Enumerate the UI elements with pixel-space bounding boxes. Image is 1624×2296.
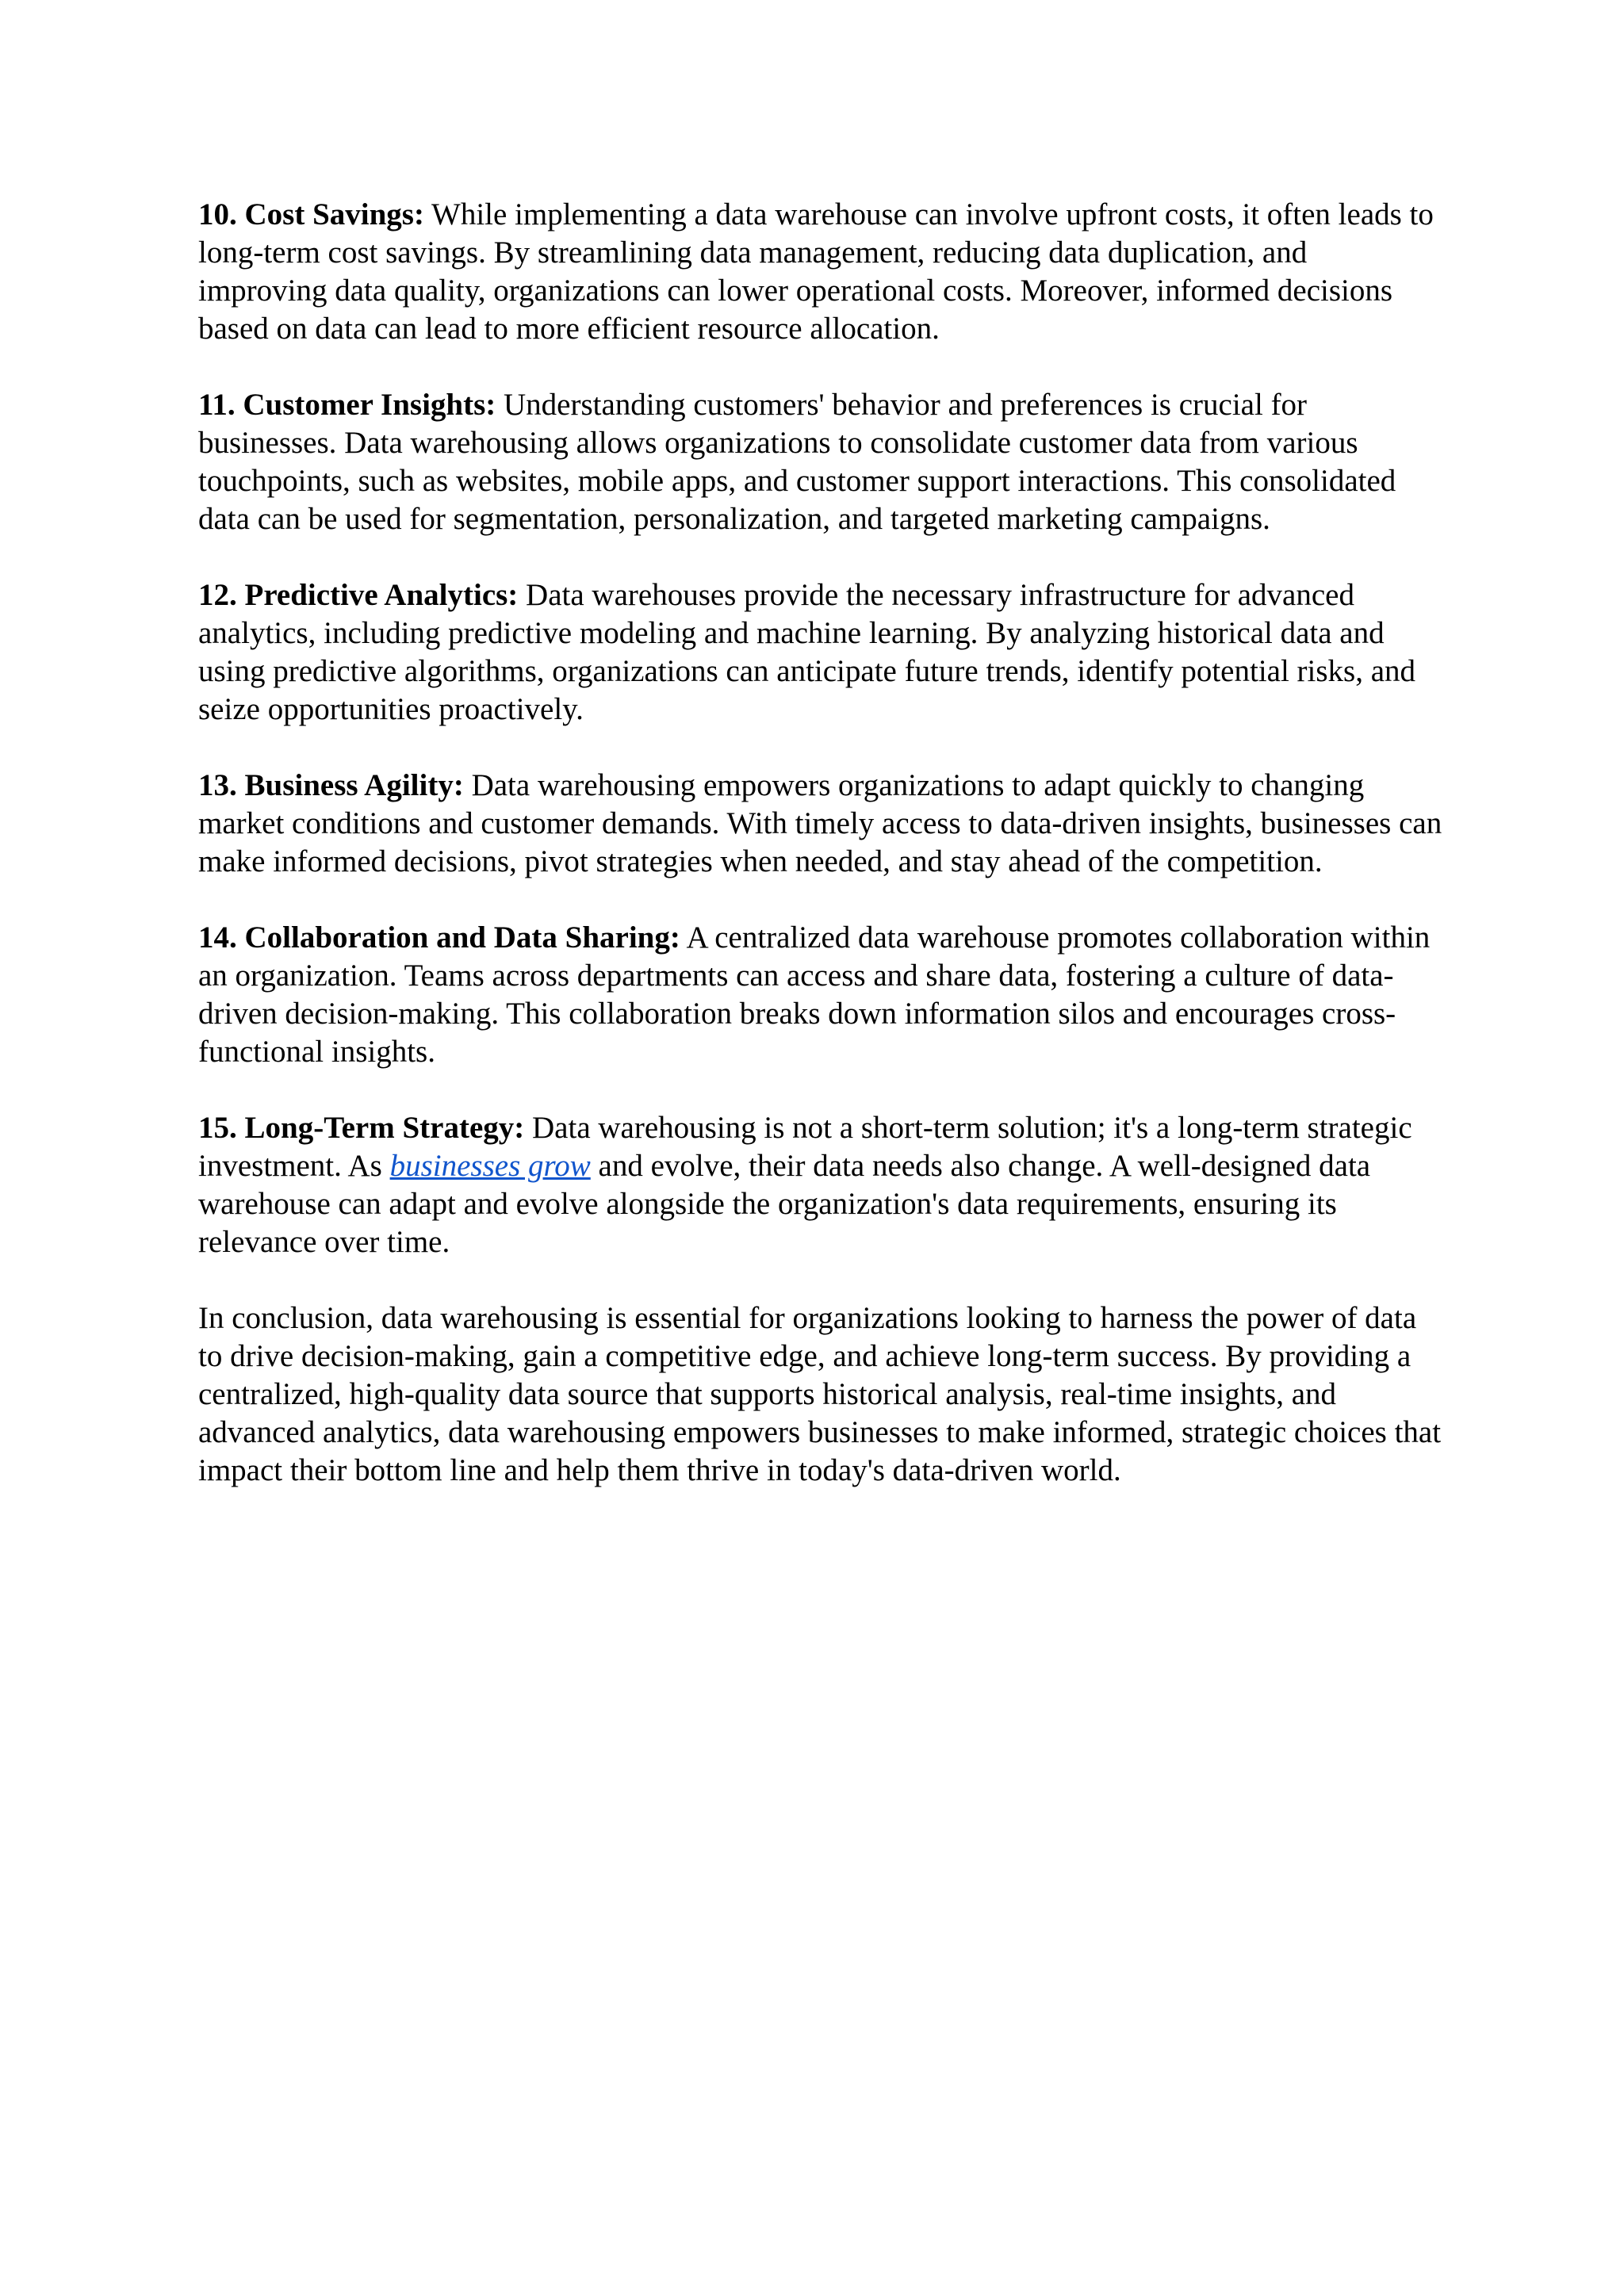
section-heading: 11. Customer Insights:: [198, 388, 496, 422]
section-heading: 13. Business Agility:: [198, 768, 464, 802]
businesses-grow-link[interactable]: businesses grow: [389, 1149, 591, 1183]
section-text-before-link: Data warehousing is not a short-term solution; it's a long-term strategic investment. As: [198, 1111, 1412, 1183]
section-heading: 15. Long-Term Strategy:: [198, 1111, 525, 1145]
section-business-agility: [198, 767, 1443, 881]
section-collaboration: [198, 919, 1443, 1071]
section-heading: 14. Collaboration and Data Sharing:: [198, 920, 680, 955]
section-text: Data warehouses provide the necessary infrastructure for advanced analytics, including predictive modeling and machine learning. By analyzing historical data and using predictive algorithms, organizations can anticipate future trends, identify potential risks, and seize opportunities proactively.: [198, 578, 1416, 726]
section-text: Understanding customers' behavior and preferences is crucial for businesses. Data warehousing allows organizations to consolidate customer data from various touchpoints, such as websites, mobile apps, and customer support interactions. This consolidated data can be used for segmentation, personalization, and targeted marketing campaigns.: [198, 388, 1396, 536]
conclusion-paragraph: In conclusion, data warehousing is essential for organizations looking to harness the power of data to drive decision-making, gain a competitive edge, and achieve long-term success. By providing a centralized, high-quality data source that supports historical analysis, real-time insights, and advanced analytics, data warehousing empowers businesses to make informed, strategic choices that impact their bottom line and help them thrive in today's data-driven world.: [198, 1301, 1442, 1487]
section-cost-savings: [198, 196, 1443, 348]
section-heading: 10. Cost Savings:: [198, 197, 424, 232]
section-text: Data warehousing empowers organizations to adapt quickly to changing market conditions and customer demands. With timely access to data-driven insights, businesses can make informed decisions, pivot strategies when needed, and stay ahead of the competition.: [198, 768, 1442, 878]
section-text: While implementing a data warehouse can involve upfront costs, it often leads to long-term cost savings. By streamlining data management, reducing data duplication, and improving data quality, organizations can lower operational costs. Moreover, informed decisions based on data can lead to more efficient resource allocation.: [198, 197, 1434, 346]
section-text: A centralized data warehouse promotes collaboration within an organization. Teams across departments can access and share data, fostering a culture of data-driven decision-making. This collaboration breaks down information silos and encourages cross-functional insights.: [198, 920, 1431, 1069]
section-predictive-analytics: [198, 576, 1443, 729]
section-heading: 12. Predictive Analytics:: [198, 578, 519, 612]
section-customer-insights: [198, 386, 1443, 538]
section-text-after-link: and evolve, their data needs also change. A well-designed data warehouse can adapt and evolve alongside the organization's data requirements, ensuring its relevance over time.: [198, 1149, 1371, 1259]
document-body: [198, 196, 1443, 1528]
section-long-term-strategy: [198, 1109, 1443, 1261]
